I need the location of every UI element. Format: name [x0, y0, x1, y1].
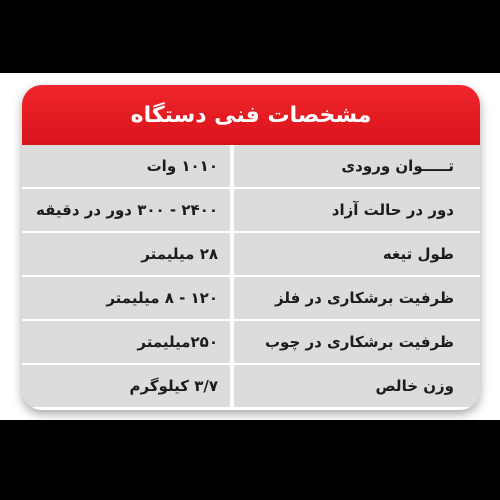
spec-row-input-power: [22, 145, 480, 189]
spec-value: ۲۸ میلیمتر: [22, 233, 230, 275]
spec-value: ۳/۷ کیلوگرم: [22, 365, 230, 407]
spec-label: دور در حالت آزاد: [234, 189, 480, 231]
spec-row-blade-length: [22, 233, 480, 277]
spec-title: مشخصات فنی دستگاه: [130, 102, 372, 128]
spec-value: ۲۵۰میلیمتر: [22, 321, 230, 363]
spec-value: ۱۲۰ - ۸ میلیمتر: [22, 277, 230, 319]
spec-label: تـــــوان ورودی: [234, 145, 480, 187]
spec-label: ظرفیت برشکاری در چوب: [234, 321, 480, 363]
spec-label: طول تیغه: [234, 233, 480, 275]
spec-row-no-load-speed: [22, 189, 480, 233]
spec-value: ۲۴۰۰ - ۳۰۰ دور در دقیقه: [22, 189, 230, 231]
spec-rows: [22, 145, 480, 410]
spec-row-wood-capacity: [22, 321, 480, 365]
spec-label: وزن خالص: [234, 365, 480, 407]
spec-row-metal-capacity: [22, 277, 480, 321]
spec-table: [22, 85, 480, 410]
spec-header: [22, 85, 480, 145]
spec-card: [0, 73, 500, 420]
spec-row-net-weight: [22, 365, 480, 409]
spec-value: ۱۰۱۰ وات: [22, 145, 230, 187]
spec-label: ظرفیت برشکاری در فلز: [234, 277, 480, 319]
